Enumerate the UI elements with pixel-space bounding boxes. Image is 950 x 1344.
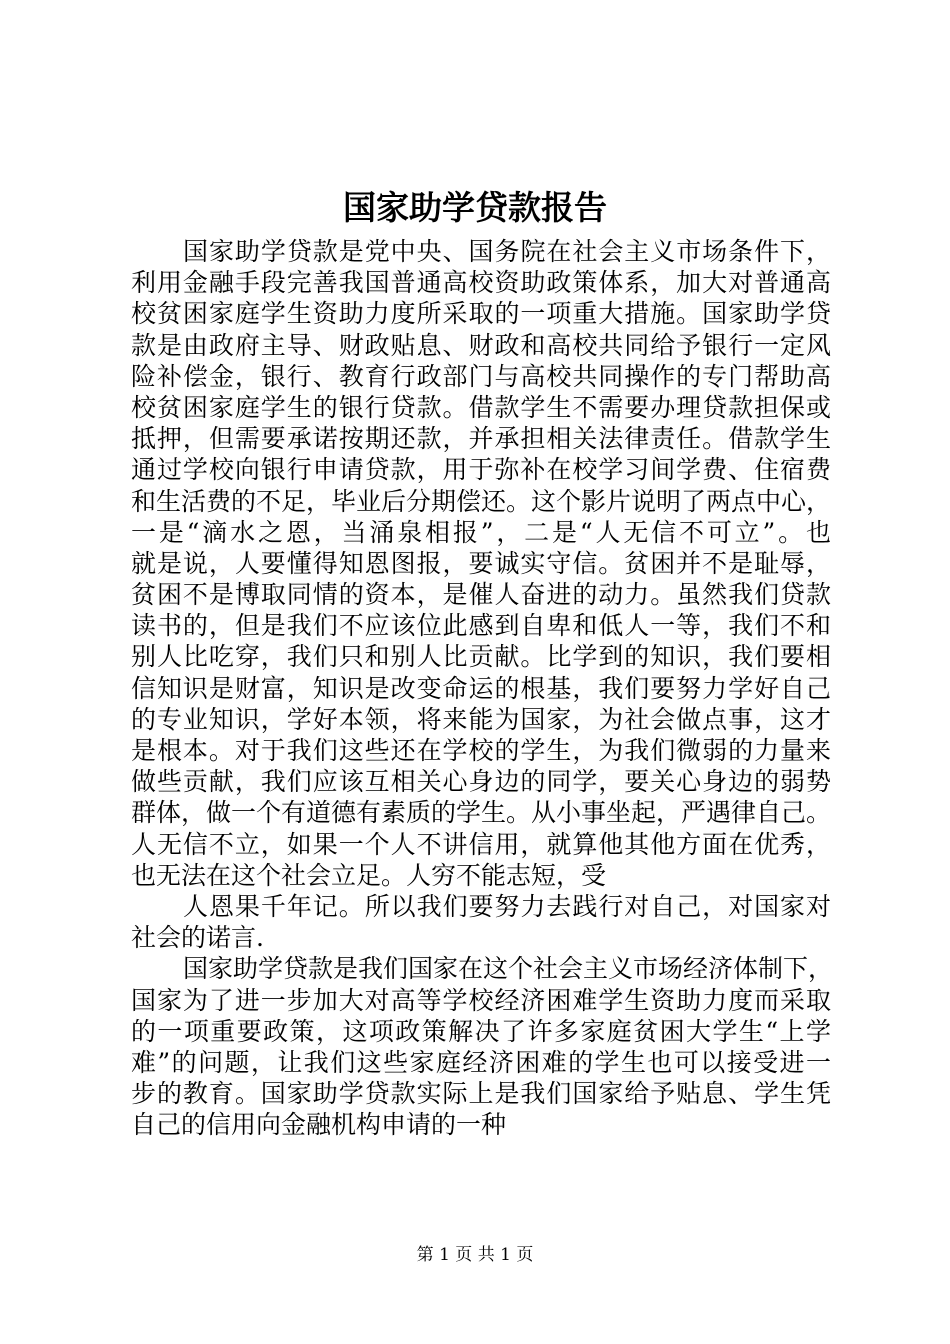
body-line: 信知识是财富，知识是改变命运的根基，我们要努力学好自己 (131, 673, 831, 703)
body-line: 做些贡献，我们应该互相关心身边的同学，要关心身边的弱势 (131, 767, 831, 797)
body-line: 国家助学贷款是我们国家在这个社会主义市场经济体制下， (183, 954, 834, 984)
body-line: 别人比吃穿，我们只和别人比贡献。比学到的知识，我们要相 (131, 642, 831, 672)
body-line: 利用金融手段完善我国普通高校资助政策体系，加大对普通高 (131, 268, 831, 298)
body-line: 校贫困家庭学生资助力度所采取的一项重大措施。国家助学贷 (131, 299, 831, 329)
body-line: 也无法在这个社会立足。人穷不能志短，受 (131, 860, 607, 890)
page-number-footer: 第 1 页 共 1 页 (416, 1245, 534, 1265)
body-line: 读书的，但是我们不应该位此感到自卑和低人一等，我们不和 (131, 611, 831, 641)
body-line: 校贫困家庭学生的银行贷款。借款学生不需要办理贷款担保或 (131, 392, 831, 422)
body-line: 人恩果千年记。所以我们要努力去践行对自己，对国家对 (183, 891, 831, 921)
body-line: 人无信不立，如果一个人不讲信用，就算他其他方面在优秀， (131, 829, 831, 859)
document-body (131, 236, 834, 1140)
body-line: 贫困不是博取同情的资本，是催人奋进的动力。虽然我们贷款 (131, 580, 831, 610)
body-line: 步的教育。国家助学贷款实际上是我们国家给予贴息、学生凭 (131, 1079, 831, 1109)
body-line: 难”的问题，让我们这些家庭经济困难的学生也可以接受进一 (131, 1047, 831, 1077)
body-line: 群体，做一个有道德有素质的学生。从小事坐起，严遇律自己。 (131, 798, 832, 828)
body-line: 社会的诺言. (131, 923, 264, 953)
body-line: 国家助学贷款是党中央、国务院在社会主义市场条件下， (183, 237, 831, 266)
body-line: 款是由政府主导、财政贴息、财政和高校共同给予银行一定风 (131, 330, 831, 360)
body-line: 的一项重要政策，这项政策解决了许多家庭贫困大学生“上学 (131, 1016, 831, 1046)
body-line: 是根本。对于我们这些还在学校的学生，为我们微弱的力量来 (131, 736, 831, 765)
body-line: 和生活费的不足，毕业后分期偿还。这个影片说明了两点中心， (131, 486, 832, 516)
body-line: 的专业知识，学好本领，将来能为国家，为社会做点事，这才 (131, 704, 831, 734)
body-line: 国家为了进一步加大对高等学校经济困难学生资助力度而采取 (131, 985, 831, 1015)
body-line: 险补偿金，银行、教育行政部门与高校共同操作的专门帮助高 (131, 361, 831, 391)
body-line: 通过学校向银行申请贷款，用于弥补在校学习间学费、住宿费 (131, 455, 831, 485)
body-line: 就是说，人要懂得知恩图报，要诚实守信。贫困并不是耻辱， (131, 548, 831, 578)
body-line: 一是“滴水之恩，当涌泉相报”，二是“人无信不可立”。也 (131, 517, 831, 547)
body-line: 抵押，但需要承诺按期还款，并承担相关法律责任。借款学生 (131, 424, 831, 454)
body-line: 自己的信用向金融机构申请的一种 (131, 1110, 507, 1140)
document-title: 国家助学贷款报告 (343, 188, 607, 227)
